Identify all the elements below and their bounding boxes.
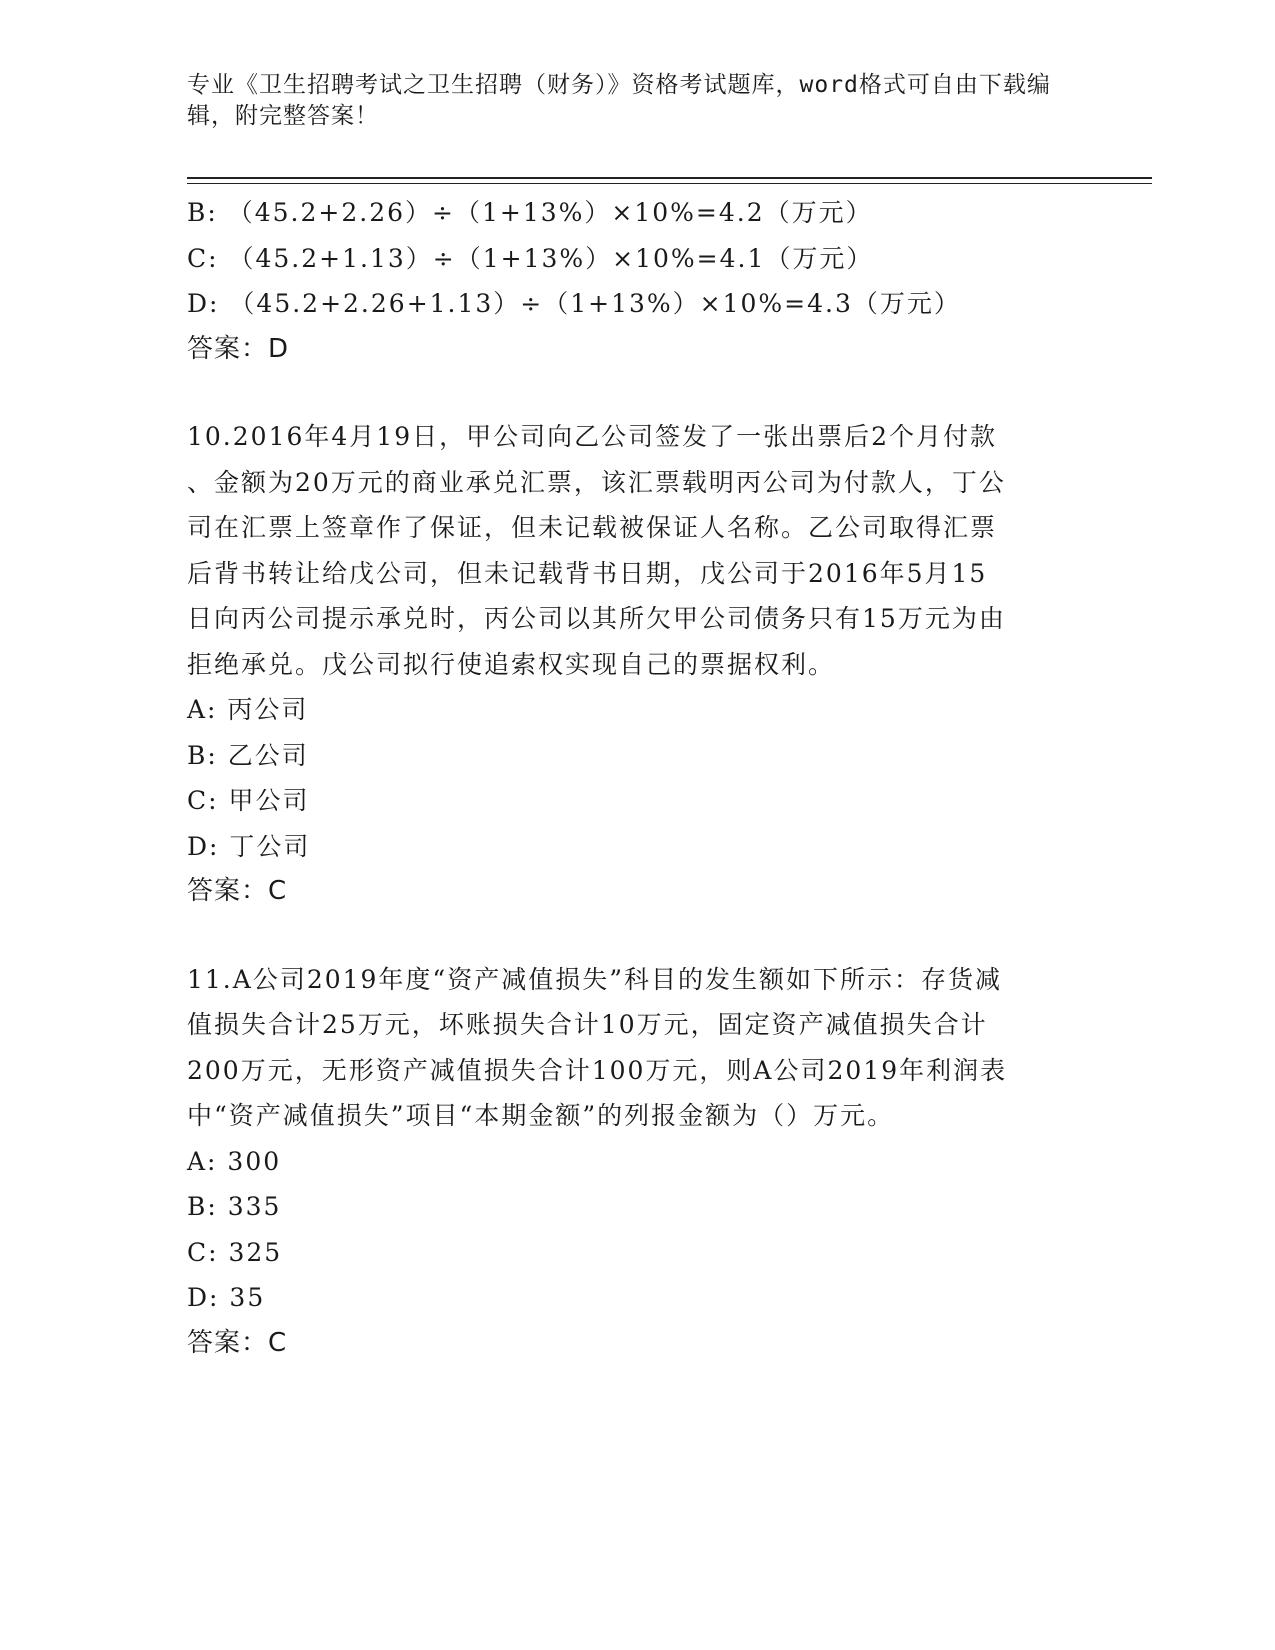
option-c: C: 325 — [187, 1237, 283, 1267]
spacer — [187, 915, 1087, 957]
stem-line: 11.A公司2019年度“资产减值损失”科目的发生额如下所示：存货减 — [187, 964, 1002, 994]
stem-line: 司在汇票上签章作了保证，但未记载被保证人名称。乙公司取得汇票 — [187, 513, 998, 542]
option-c: C: （45.2+1.13）÷（1+13%）×10%=4.1（万元） — [187, 243, 874, 273]
stem-line: 日向丙公司提示承兑时，丙公司以其所欠甲公司债务只有15万元为由 — [187, 604, 1006, 633]
stem-line: 中“资产减值损失”项目“本期金额”的列报金额为（）万元。 — [187, 1101, 895, 1130]
stem-line: 值损失合计25万元，坏账损失合计10万元，固定资产减值损失合计 — [187, 1010, 988, 1039]
answer-label: 答案：C — [187, 1327, 288, 1358]
question-11-block — [187, 957, 1087, 1367]
spacer — [187, 372, 1087, 414]
option-b: B: 乙公司 — [187, 740, 309, 770]
stem-line: 拒绝承兑。戊公司拟行使追索权实现自己的票据权利。 — [187, 649, 836, 679]
stem-line: 后背书转让给戊公司，但未记载背书日期，戊公司于2016年5月15 — [187, 558, 988, 588]
option-d: D: （45.2+2.26+1.13）÷（1+13%）×10%=4.3（万元） — [187, 289, 961, 318]
question-10-block — [187, 414, 1087, 915]
answer-label: 答案：C — [187, 876, 288, 906]
stem-line: 200万元，无形资产减值损失合计100万元，则A公司2019年利润表 — [187, 1055, 1008, 1085]
header-divider-thick — [187, 177, 1152, 179]
option-d: D: 丁公司 — [187, 831, 311, 861]
option-b: B: （45.2+2.26）÷（1+13%）×10%=4.2（万元） — [187, 198, 873, 227]
answer-label: 答案：D — [187, 333, 290, 364]
option-c: C: 甲公司 — [187, 786, 310, 815]
option-b: B: 335 — [187, 1192, 282, 1221]
document-header: 专业《卫生招聘考试之卫生招聘（财务）》资格考试题库，word格式可自由下载编辑，附完整答案！ — [187, 72, 1051, 129]
stem-line: 10.2016年4月19日，甲公司向乙公司签发了一张出票后2个月付款 — [187, 422, 998, 451]
previous-question-block — [187, 190, 1087, 372]
stem-line: 、金额为20万元的商业承兑汇票，该汇票载明丙公司为付款人，丁公 — [187, 467, 1006, 497]
option-a: A: 300 — [187, 1146, 282, 1176]
option-a: A: 丙公司 — [187, 695, 309, 724]
header-divider-thin — [187, 183, 1152, 184]
question-10-stem — [187, 414, 1087, 687]
option-d: D: 35 — [187, 1283, 266, 1312]
question-11-stem — [187, 957, 1087, 1139]
question-content — [187, 190, 1087, 1366]
